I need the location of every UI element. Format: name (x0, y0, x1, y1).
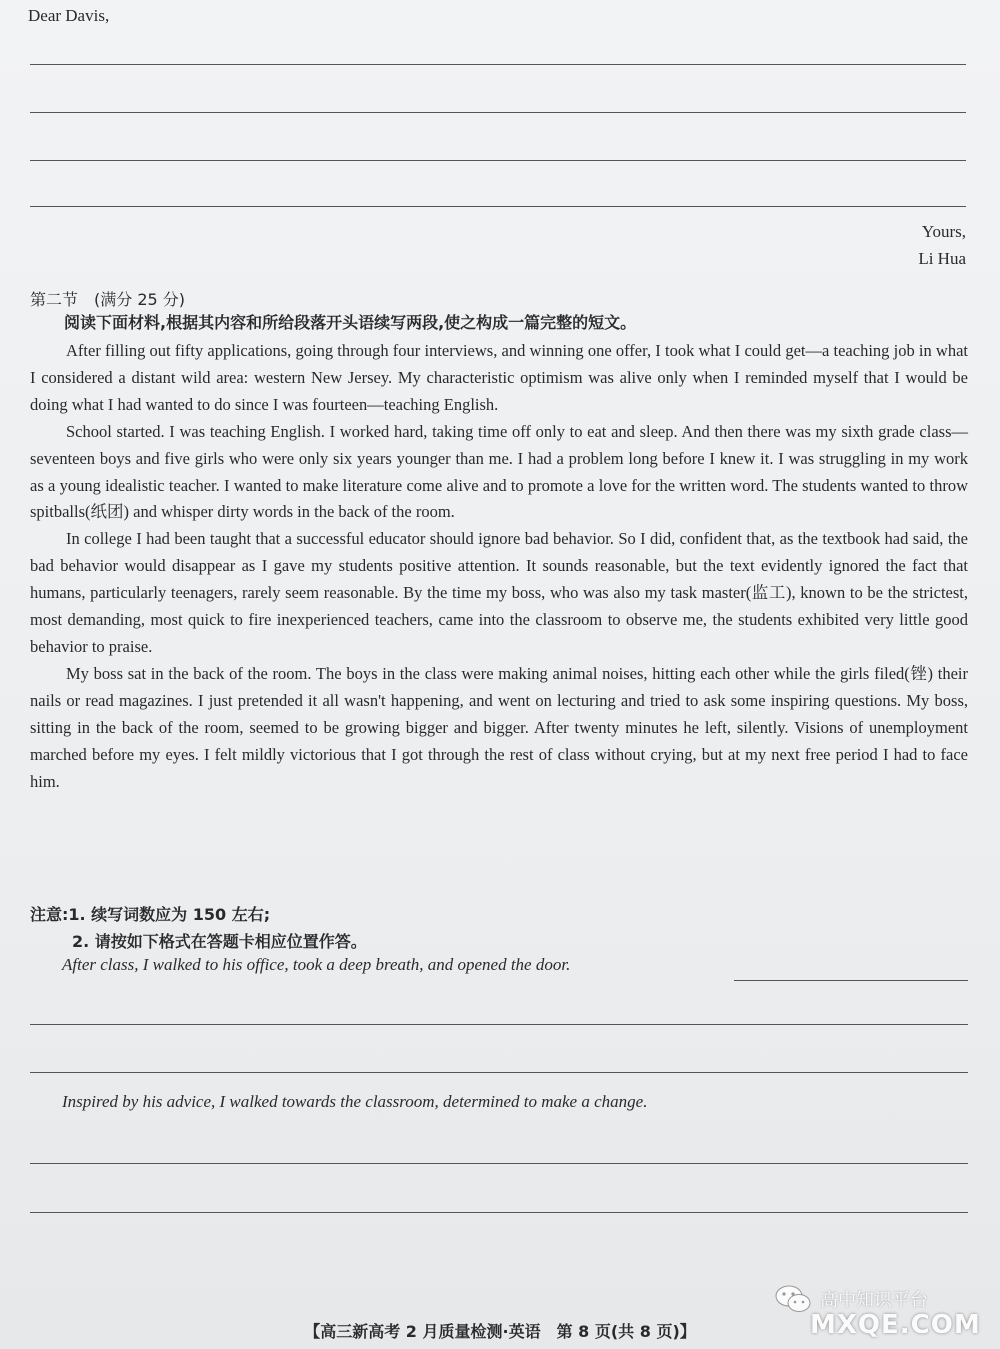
section-instruction: 阅读下面材料,根据其内容和所给段落开头语续写两段,使之构成一篇完整的短文。 (64, 313, 637, 332)
answer-notes (30, 901, 367, 955)
continuation-starter-1: After class, I walked to his office, took a deep breath, and opened the door. (62, 955, 571, 974)
passage-paragraph-1: After filling out fifty applications, going through four interviews, and winning one offer, I took what I could get—a teaching job in what I considered a distant wild area: western New Jersey. My characteristic optimism was alive only when I reminded myself that I would be doing what I had wanted to do since I was fourteen—teaching English. (30, 341, 968, 414)
closing-signature: Li Hua (918, 249, 966, 268)
passage-paragraph-3: In college I had been taught that a successful educator should ignore bad behavior. So I did, confident that, as the textbook had said, the bad behavior would disappear as I gave my students positive attention. It sounds reasonable, but the text evidently ignored the fact that humans, particularly teenagers, rarely seem reasonable. By the time my boss, who was also my task master(监工), known to be the strictest, most demanding, most quick to fire inexperienced teachers, came into the classroom to observe me, the students exhibited very little good behavior to praise. (30, 529, 968, 656)
writing-line (30, 112, 966, 113)
section-title: 第二节 (满分 25 分) (30, 290, 186, 309)
wechat-icon (774, 1284, 812, 1314)
watermark (766, 1258, 986, 1338)
answer-line (30, 1212, 968, 1213)
answer-line (30, 1072, 968, 1073)
answer-line (30, 1024, 968, 1025)
answer-line (734, 980, 968, 981)
note-word-count: 注意:1. 续写词数应为 150 左右; (30, 905, 271, 924)
page-footer: 【高三新高考 2 月质量检测·英语 第 8 页(共 8 页)】 (304, 1322, 696, 1341)
passage-paragraph-4: My boss sat in the back of the room. The boys in the class were making animal noises, hitting each other while the girls filed(锉) their nails or read magazines. I just pretended it all wasn't happening, and went on lecturing and tried to ask some inspiring questions. My boss, sitting in the back of the room, seemed to be growing bigger and bigger. After twenty minutes he left, silently. Visions of unemployment marched before my eyes. I felt mildly victorious that I got through the rest of class without crying, but at my next free period I had to face him. (30, 663, 968, 791)
continuation-starter-2: Inspired by his advice, I walked towards the classroom, determined to make a change. (62, 1092, 648, 1111)
letter-greeting: Dear Davis, (28, 6, 110, 25)
watermark-text-cn: 高中知识平台 (820, 1290, 928, 1311)
writing-line (30, 206, 966, 207)
writing-line (30, 160, 966, 161)
passage-paragraph-2: School started. I was teaching English. I worked hard, taking time off only to eat and sleep. And then there was my sixth grade class—seventeen boys and five girls who were only six years younger than me. I had a problem long before I knew it. I was struggling in my work as a young idealistic teacher. I wanted to make literature come alive and to promote a love for the written word. The students wanted to throw spitballs(纸团) and whisper dirty words in the back of the room. (30, 421, 968, 522)
note-format: 2. 请按如下格式在答题卡相应位置作答。 (72, 932, 367, 951)
answer-line (30, 1163, 968, 1164)
writing-line (30, 64, 966, 65)
reading-passage (30, 338, 968, 795)
letter-closing (918, 218, 966, 272)
closing-yours: Yours, (921, 222, 966, 241)
watermark-text-url: MXQE.COM (810, 1310, 981, 1340)
